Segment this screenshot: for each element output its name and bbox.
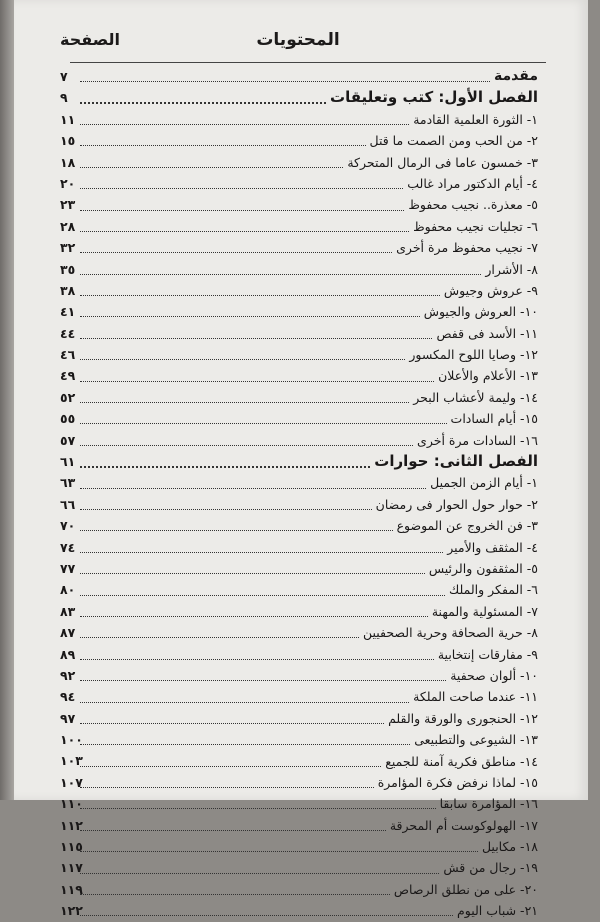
- dot-leader: [80, 850, 478, 852]
- toc-chapter-heading: [60, 451, 538, 472]
- page-title: المحتويات: [256, 30, 340, 50]
- toc-entry-title: ١٥- أيام السادات: [450, 411, 538, 427]
- toc-entry-title: ٢- حوار حول الحوار فى رمضان: [375, 496, 538, 512]
- toc-page-number: ٥٢: [60, 389, 76, 405]
- toc-entry: [60, 323, 538, 344]
- toc-entry-title: ٦- المفكر والملك: [448, 582, 538, 598]
- toc-entry-title: ٩- عروش وجيوش: [443, 282, 538, 298]
- toc-entry-title: ١٥- لماذا نرفض فكرة المؤامرة: [377, 774, 538, 790]
- toc-entry-title: ١٣- الأعلام والأعلان: [438, 368, 538, 384]
- page-edge-shadow: [0, 0, 14, 800]
- dot-leader: [80, 144, 366, 146]
- dot-leader: [80, 294, 440, 296]
- dot-leader: [80, 251, 392, 253]
- toc-entry-title: ٣- خمسون عاما فى الرمال المتحركة: [347, 154, 538, 170]
- toc-entry: [60, 472, 538, 493]
- toc-entry: [60, 772, 538, 793]
- toc-page-number: ٢٣: [60, 197, 76, 213]
- toc-page-number: ٤٦: [60, 347, 76, 363]
- toc-page-number: ٩٧: [60, 710, 76, 726]
- toc-page-number: ١٢٢: [60, 903, 83, 919]
- toc-entry: [60, 558, 538, 579]
- toc-entry: [60, 365, 538, 386]
- dot-leader: [80, 166, 343, 168]
- toc-entry-title: ٣- فن الخروج عن الموضوع: [396, 518, 538, 534]
- dot-leader: [80, 487, 426, 489]
- toc-entry: [60, 109, 538, 130]
- toc-entry-title: ٢١- شباب اليوم: [457, 903, 538, 919]
- toc-entry-title: ١٢- الحنجورى والورقة والقلم: [388, 710, 538, 726]
- dot-leader: [80, 358, 405, 360]
- dot-leader: [80, 465, 370, 468]
- dot-leader: [80, 658, 434, 660]
- dot-leader: [80, 529, 393, 531]
- toc-entry: [60, 408, 538, 429]
- toc-entry-title: ٥- المثقفون والرئيس: [428, 560, 538, 576]
- toc-entry: [60, 344, 538, 365]
- toc-entry-title: ١٢- وصايا اللوح المكسور: [409, 347, 538, 363]
- toc-entry: [60, 515, 538, 536]
- toc-page-number: ١١٩: [60, 881, 83, 897]
- table-of-contents: [60, 66, 538, 922]
- toc-page-number: ١١٥: [60, 839, 83, 855]
- toc-page-number: ٤٩: [60, 368, 76, 384]
- toc-entry-title: مقدمة: [494, 68, 538, 84]
- dot-leader: [80, 187, 403, 189]
- toc-entry: [60, 686, 538, 707]
- toc-entry-title: ٥- معذرة.. نجيب محفوظ: [408, 197, 538, 213]
- toc-entry-title: الفصل الثانى: حوارات: [374, 452, 538, 471]
- toc-page-number: ٣٥: [60, 261, 76, 277]
- toc-entry-title: ٢- من الحب ومن الصمت ما قتل: [369, 133, 538, 149]
- dot-leader: [80, 422, 447, 424]
- toc-entry: [60, 793, 538, 814]
- toc-entry: [60, 152, 538, 173]
- toc-entry-title: ٨- الأشرار: [485, 261, 538, 277]
- toc-page-number: ١٥: [60, 133, 76, 149]
- dot-leader: [80, 380, 434, 382]
- dot-leader: [80, 594, 445, 596]
- toc-page-number: ٦١: [60, 454, 76, 470]
- toc-entry-title: ١- الثورة العلمية القادمة: [413, 111, 538, 127]
- dot-leader: [80, 679, 446, 681]
- toc-entry: [60, 387, 538, 408]
- toc-entry: [60, 729, 538, 750]
- toc-page-number: ١٠٧: [60, 774, 83, 790]
- dot-leader: [80, 893, 390, 895]
- dot-leader: [80, 101, 326, 104]
- toc-entry: [60, 665, 538, 686]
- dot-leader: [80, 765, 381, 767]
- toc-entry: [60, 173, 538, 194]
- toc-page-number: ٦٦: [60, 496, 76, 512]
- dot-leader: [80, 80, 490, 82]
- dot-leader: [80, 636, 359, 638]
- toc-page-number: ٩: [60, 90, 68, 106]
- toc-entry-title: ١٠- ألوان صحفية: [450, 667, 538, 683]
- toc-page-number: ٢٨: [60, 218, 76, 234]
- toc-page-number: ٧٧: [60, 560, 76, 576]
- toc-entry: [60, 237, 538, 258]
- toc-entry-title: ١٨- مكابيل: [481, 839, 538, 855]
- toc-entry-title: ٢٠- على من نطلق الرصاص: [393, 881, 538, 897]
- dot-leader: [80, 123, 409, 125]
- dot-leader: [80, 722, 384, 724]
- toc-entry-title: ٧- المسئولية والمهنة: [431, 603, 538, 619]
- toc-page-number: ٧٤: [60, 539, 76, 555]
- toc-page-number: ١٨: [60, 154, 76, 170]
- toc-page-number: ٨٧: [60, 625, 76, 641]
- dot-leader: [80, 572, 425, 574]
- toc-page-number: ٥٧: [60, 432, 76, 448]
- toc-page-number: ١٠٣: [60, 753, 83, 769]
- toc-chapter-heading: [60, 87, 538, 108]
- page-header: [60, 30, 536, 60]
- toc-page-number: ٨٣: [60, 603, 76, 619]
- toc-page-number: ٦٣: [60, 475, 76, 491]
- toc-entry-title: الفصل الأول: كتب وتعليقات: [330, 88, 538, 107]
- dot-leader: [80, 337, 432, 339]
- toc-entry: [60, 836, 538, 857]
- dot-leader: [80, 508, 372, 510]
- toc-entry: [60, 708, 538, 729]
- toc-page-number: ٩٢: [60, 667, 76, 683]
- book-page: [14, 0, 588, 919]
- toc-entry: [60, 130, 538, 151]
- toc-entry: [60, 280, 538, 301]
- dot-leader: [80, 230, 409, 232]
- toc-entry: [60, 194, 538, 215]
- dot-leader: [80, 615, 428, 617]
- toc-entry-title: ١٧- الهولوكوست أم المحرقة: [389, 817, 538, 833]
- toc-entry: [60, 644, 538, 665]
- toc-entry-title: ٧- نجيب محفوظ مرة أخرى: [396, 240, 538, 256]
- toc-entry-title: ١٤- وليمة لأعشاب البحر: [413, 389, 538, 405]
- toc-entry: [60, 301, 538, 322]
- dot-leader: [80, 743, 410, 745]
- toc-entry-title: ١١- عندما صاحت الملكة: [413, 689, 538, 705]
- toc-entry-title: ٤- المثقف والأمير: [447, 539, 538, 555]
- toc-page-number: ٢٠: [60, 175, 76, 191]
- toc-page-number: ١١: [60, 111, 76, 127]
- toc-page-number: ٧: [60, 68, 68, 84]
- toc-page-number: ١١٢: [60, 817, 83, 833]
- toc-entry-title: ٩- مفارقات إنتخابية: [437, 646, 538, 662]
- toc-page-number: ٩٤: [60, 689, 76, 705]
- toc-entry-title: ٤- أيام الدكتور مراد غالب: [407, 175, 538, 191]
- toc-entry: [60, 601, 538, 622]
- toc-entry: [60, 537, 538, 558]
- toc-entry-title: ١٦- السادات مرة أخرى: [417, 432, 538, 448]
- toc-page-number: ٣٢: [60, 240, 76, 256]
- toc-page-number: ٥٥: [60, 411, 76, 427]
- toc-page-number: ١١٠: [60, 796, 83, 812]
- toc-entry: [60, 579, 538, 600]
- toc-page-number: ٤١: [60, 304, 76, 320]
- dot-leader: [80, 829, 386, 831]
- dot-leader: [80, 786, 374, 788]
- dot-leader: [80, 872, 439, 874]
- toc-entry: [60, 900, 538, 921]
- header-divider: [70, 62, 546, 63]
- toc-entry-title: ١٠- العروش والجيوش: [423, 304, 538, 320]
- toc-entry-title: ٨- حرية الصحافة وحرية الصحفيين: [362, 625, 538, 641]
- dot-leader: [80, 444, 413, 446]
- toc-page-number: ٨٠: [60, 582, 76, 598]
- toc-entry: [60, 751, 538, 772]
- toc-entry: [60, 815, 538, 836]
- toc-entry-title: ١٣- الشيوعى والتطبيعى: [414, 732, 538, 748]
- toc-page-number: ٧٠: [60, 518, 76, 534]
- toc-page-number: ١٠٠: [60, 732, 83, 748]
- toc-entry-title: ٦- تجليات نجيب محفوظ: [413, 218, 538, 234]
- toc-entry-title: ١٦- المؤامرة سابقا: [439, 796, 538, 812]
- toc-entry: [60, 430, 538, 451]
- dot-leader: [80, 914, 453, 916]
- dot-leader: [80, 209, 404, 211]
- toc-page-number: ٣٨: [60, 282, 76, 298]
- toc-intro-entry: [60, 66, 538, 87]
- toc-page-number: ١١٧: [60, 860, 83, 876]
- toc-page-number: ٨٩: [60, 646, 76, 662]
- toc-entry-title: ١٩- رجال من قش: [443, 860, 538, 876]
- toc-entry: [60, 216, 538, 237]
- toc-entry-title: ١٤- مناطق فكرية آمنة للجميع: [385, 753, 538, 769]
- dot-leader: [80, 807, 436, 809]
- toc-entry-title: ١- أيام الزمن الجميل: [430, 475, 538, 491]
- toc-page-number: ٤٤: [60, 325, 76, 341]
- dot-leader: [80, 315, 420, 317]
- toc-entry: [60, 622, 538, 643]
- dot-leader: [80, 701, 409, 703]
- toc-entry: [60, 494, 538, 515]
- page-column-label: الصفحة: [60, 30, 121, 49]
- dot-leader: [80, 401, 409, 403]
- dot-leader: [80, 273, 481, 275]
- dot-leader: [80, 551, 443, 553]
- toc-entry: [60, 259, 538, 280]
- toc-entry: [60, 879, 538, 900]
- toc-entry-title: ١١- الأسد فى قفص: [436, 325, 538, 341]
- toc-entry: [60, 857, 538, 878]
